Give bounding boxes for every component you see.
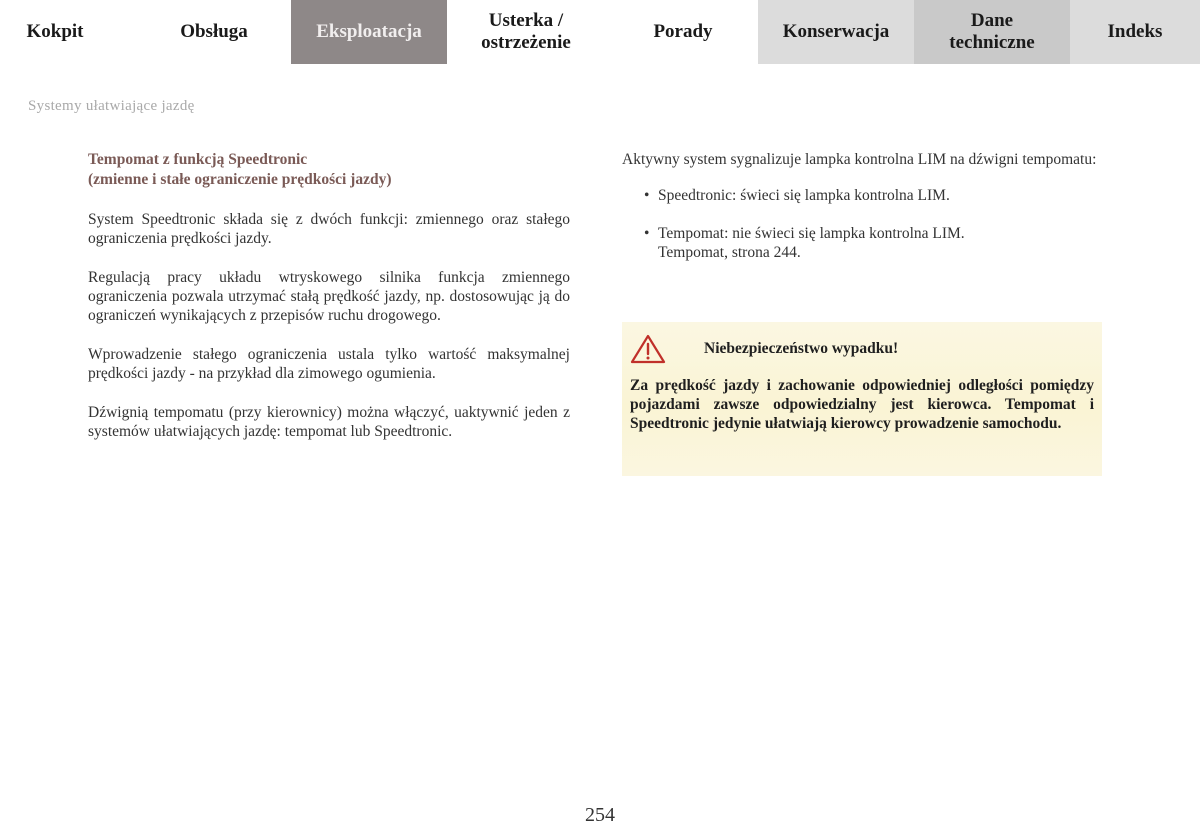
tab-eksploatacja[interactable]: Eksploatacja	[291, 0, 447, 64]
tab-usterka-ostrzezenie[interactable]: Usterka / ostrzeżenie	[452, 0, 600, 64]
tab-kokpit[interactable]: Kokpit	[0, 0, 110, 64]
tab-konserwacja[interactable]: Konserwacja	[758, 0, 914, 64]
list-item: • Speedtronic: świeci się lampka kontrolna LIM.	[644, 186, 1106, 205]
page-number: 254	[585, 804, 615, 826]
warning-text: Za prędkość jazdy i zachowanie odpowiedniej odległości pomiędzy pojazdami zawsze odpowiedzialny jest kierowca. Tempomat i Speedtronic jedynie ułatwiają kierowcy prowadzenie samochodu.	[630, 377, 1094, 432]
tab-dane-techniczne[interactable]: Dane techniczne	[914, 0, 1070, 64]
paragraph-2: Regulacją pracy układu wtryskowego silnika funkcja zmiennego ograniczenia pozwala utrzymać stałą prędkość jazdy, np. dostosowując ją do ograniczeń wynikających z przepisów ruchu drogowego.	[88, 269, 570, 324]
warning-triangle-icon	[630, 334, 666, 364]
right-column	[622, 150, 1106, 281]
heading-line-1: Tempomat z funkcją Speedtronic	[88, 151, 308, 168]
list-item: • Tempomat: nie świeci się lampka kontrolna LIM. Tempomat, strona 244.	[644, 224, 1106, 262]
paragraph-1: System Speedtronic składa się z dwóch funkcji: zmiennego oraz stałego ograniczenia prędkości jazdy.	[88, 211, 570, 247]
tab-indeks[interactable]: Indeks	[1070, 0, 1200, 64]
heading-line-2: (zmienne i stałe ograniczenie prędkości jazdy)	[88, 171, 392, 188]
paragraph-4: Dźwignią tempomatu (przy kierownicy) można włączyć, uaktywnić jeden z systemów ułatwiających jazdę: tempomat lub Speedtronic.	[88, 404, 570, 440]
intro-paragraph: Aktywny system sygnalizuje lampka kontrolna LIM na dźwigni tempomatu:	[622, 151, 1097, 168]
tab-porady[interactable]: Porady	[610, 0, 756, 64]
article-heading	[88, 150, 570, 190]
warning-title: Niebezpieczeństwo wypadku!	[704, 340, 899, 357]
paragraph-3: Wprowadzenie stałego ograniczenia ustala tylko wartość maksymalnej prędkości jazdy - na przykład dla zimowego ogumienia.	[88, 346, 570, 382]
warning-header	[630, 334, 1094, 364]
indicator-list	[622, 186, 1106, 262]
section-title: Systemy ułatwiające jazdę	[28, 98, 195, 114]
top-navigation	[0, 0, 1200, 64]
tab-obsluga[interactable]: Obsługa	[160, 0, 268, 64]
left-column	[88, 150, 570, 461]
warning-box	[622, 322, 1102, 476]
